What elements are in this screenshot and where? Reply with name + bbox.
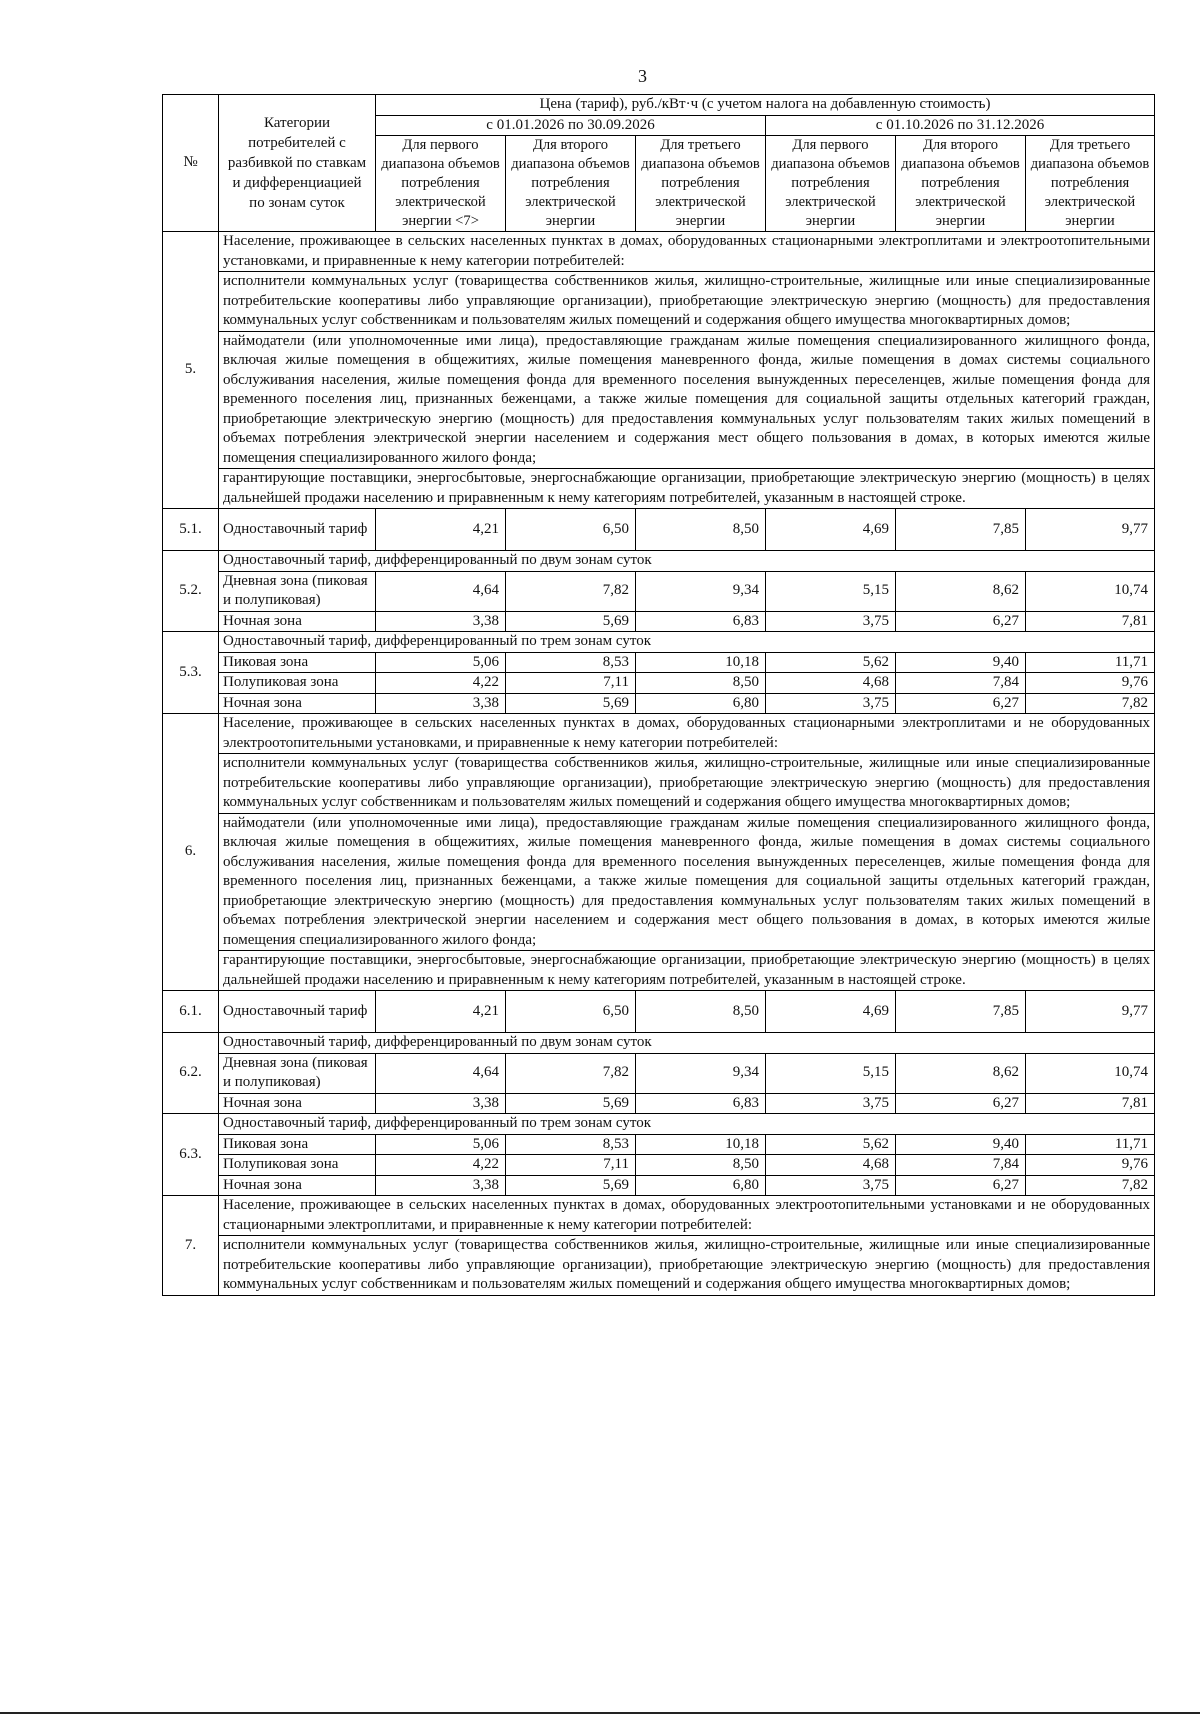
section-text: наймодатели (или уполномоченные ими лица), предоставляющие гражданам жилые помещения специализированного жилищного фонда, включая жилые помещения в общежитиях, жилые помещения маневренного фонда, жилые помещения в домах системы социального обслуживания населения, жилые помещения фонда для временного поселения вынужденных переселенцев, жилые помещения фонда для временного поселения лиц, признанных беженцами, а также жилые помещения для социальной защиты отдельных категорий граждан, приобретающие электрическую энергию (мощность) для предоставления коммунальных услуг пользователям таких жилых помещений в объемах потребления электрической энергии населением и содержания мест общего пользования в домах, в которых имеются жилые помещения специализированного жилого фонда; [219, 813, 1155, 951]
row-label: Ночная зона [219, 1175, 376, 1196]
cell-value: 3,75 [766, 693, 896, 714]
section-text: наймодатели (или уполномоченные ими лица), предоставляющие гражданам жилые помещения специализированного жилищного фонда, включая жилые помещения в общежитиях, жилые помещения маневренного фонда, жилые помещения в домах системы социального обслуживания населения, жилые помещения фонда для временного поселения вынужденных переселенцев, жилые помещения фонда для временного поселения лиц, признанных беженцами, а также жилые помещения для социальной защиты отдельных категорий граждан, приобретающие электрическую энергию (мощность) для предоставления коммунальных услуг пользователям таких жилых помещений в объемах потребления электрической энергии населением и содержания мест общего пользования в домах, в которых имеются жилые помещения специализированного жилого фонда; [219, 331, 1155, 469]
page-number: 3 [638, 66, 647, 86]
cell-value: 8,50 [636, 509, 766, 551]
cell-value: 4,68 [766, 1155, 896, 1176]
cell-value: 11,71 [1026, 652, 1155, 673]
table-row [163, 551, 1155, 572]
cell-value: 4,22 [376, 1155, 506, 1176]
row-label: Ночная зона [219, 1093, 376, 1114]
row-number: 6.3. [163, 1114, 219, 1196]
table-row [163, 509, 1155, 551]
cell-value: 7,82 [1026, 693, 1155, 714]
subsection-title: Одноставочный тариф, дифференцированный по двум зонам суток [219, 1033, 1155, 1054]
cell-value: 8,62 [896, 1053, 1026, 1093]
cell-value: 6,27 [896, 611, 1026, 632]
tariff-table [162, 94, 1155, 1296]
cell-value: 9,40 [896, 1134, 1026, 1155]
section-text: исполнители коммунальных услуг (товарищества собственников жилья, жилищно-строительные, жилищные или иные специализированные потребительские кооперативы либо управляющие организации), приобретающие электрическую энергию (мощность) для предоставления коммунальных услуг собственникам и пользователям жилых помещений и содержания общего имущества многоквартирных домов; [219, 1236, 1155, 1296]
table-row [163, 991, 1155, 1033]
table-row [163, 1114, 1155, 1135]
cell-value: 4,21 [376, 509, 506, 551]
cell-value: 8,53 [506, 652, 636, 673]
cell-value: 8,53 [506, 1134, 636, 1155]
row-label: Полупиковая зона [219, 1155, 376, 1176]
table-row [163, 1053, 1155, 1093]
section-7-row [163, 1196, 1155, 1236]
row-label: Ночная зона [219, 611, 376, 632]
table-row [163, 571, 1155, 611]
cell-value: 6,80 [636, 1175, 766, 1196]
cell-value: 3,75 [766, 1093, 896, 1114]
row-label: Дневная зона (пиковая и полупиковая) [219, 571, 376, 611]
cell-value: 10,18 [636, 652, 766, 673]
table-row [163, 1033, 1155, 1054]
table-row [163, 1175, 1155, 1196]
cell-value: 7,85 [896, 991, 1026, 1033]
row-number: 5.3. [163, 632, 219, 714]
cell-value: 7,85 [896, 509, 1026, 551]
cell-value: 8,50 [636, 991, 766, 1033]
cell-value: 4,21 [376, 991, 506, 1033]
cell-value: 6,27 [896, 1175, 1026, 1196]
cell-value: 3,38 [376, 693, 506, 714]
cell-value: 9,34 [636, 571, 766, 611]
row-number: 6.1. [163, 991, 219, 1033]
scan-edge-line [0, 1712, 1200, 1714]
cell-value: 7,82 [1026, 1175, 1155, 1196]
cell-value: 3,38 [376, 1093, 506, 1114]
cell-value: 4,64 [376, 1053, 506, 1093]
cell-value: 8,50 [636, 1155, 766, 1176]
section-number: 6. [163, 714, 219, 991]
header-col: Для первого диапазона объемов потребления электрической энергии [766, 136, 896, 232]
row-label: Пиковая зона [219, 1134, 376, 1155]
cell-value: 9,76 [1026, 673, 1155, 694]
cell-value: 5,69 [506, 1093, 636, 1114]
table-row [163, 652, 1155, 673]
cell-value: 10,74 [1026, 571, 1155, 611]
cell-value: 4,22 [376, 673, 506, 694]
subsection-title: Одноставочный тариф, дифференцированный по двум зонам суток [219, 551, 1155, 572]
section-text: Население, проживающее в сельских населенных пунктах в домах, оборудованных стационарными электроплитами и электроотопительными установками, и приравненные к нему категории потребителей: [219, 232, 1155, 272]
cell-value: 6,50 [506, 991, 636, 1033]
section-5-row [163, 232, 1155, 272]
header-col: Для третьего диапазона объемов потребления электрической энергии [636, 136, 766, 232]
cell-value: 4,69 [766, 509, 896, 551]
cell-value: 5,62 [766, 652, 896, 673]
row-number: 5.1. [163, 509, 219, 551]
section-text: гарантирующие поставщики, энергосбытовые, энергоснабжающие организации, приобретающие электрическую энергию (мощность) в целях дальнейшей продажи населению и приравненным к нему категориям потребителей, указанным в настоящей строке. [219, 951, 1155, 991]
section-text: исполнители коммунальных услуг (товарищества собственников жилья, жилищно-строительные, жилищные или иные специализированные потребительские кооперативы либо управляющие организации), приобретающие электрическую энергию (мощность) для предоставления коммунальных услуг собственникам и пользователям жилых помещений и содержания общего имущества многоквартирных домов; [219, 754, 1155, 814]
section-text: исполнители коммунальных услуг (товарищества собственников жилья, жилищно-строительные, жилищные или иные специализированные потребительские кооперативы либо управляющие организации), приобретающие электрическую энергию (мощность) для предоставления коммунальных услуг собственникам и пользователям жилых помещений и содержания общего имущества многоквартирных домов; [219, 272, 1155, 332]
cell-value: 7,82 [506, 571, 636, 611]
table-row [163, 632, 1155, 653]
row-number: 6.2. [163, 1033, 219, 1114]
table-row [163, 1155, 1155, 1176]
table-row [163, 1134, 1155, 1155]
cell-value: 5,62 [766, 1134, 896, 1155]
header-category: Категории потребителей с разбивкой по ставкам и дифференциацией по зонам суток [219, 95, 376, 232]
header-col: Для второго диапазона объемов потребления электрической энергии [896, 136, 1026, 232]
cell-value: 9,77 [1026, 509, 1155, 551]
cell-value: 10,18 [636, 1134, 766, 1155]
row-label: Полупиковая зона [219, 673, 376, 694]
table-row [163, 611, 1155, 632]
table-row [163, 673, 1155, 694]
cell-value: 7,11 [506, 673, 636, 694]
cell-value: 7,82 [506, 1053, 636, 1093]
cell-value: 6,83 [636, 611, 766, 632]
header-period-2: с 01.10.2026 по 31.12.2026 [766, 115, 1155, 136]
section-6-row [163, 714, 1155, 754]
table-row [163, 693, 1155, 714]
cell-value: 5,69 [506, 693, 636, 714]
cell-value: 5,06 [376, 1134, 506, 1155]
cell-value: 9,77 [1026, 991, 1155, 1033]
header-no: № [163, 95, 219, 232]
cell-value: 6,80 [636, 693, 766, 714]
header-period-1: с 01.01.2026 по 30.09.2026 [376, 115, 766, 136]
section-text: Население, проживающее в сельских населенных пунктах в домах, оборудованных электроотопительными установками и не оборудованных стационарными электроплитами, и приравненные к нему категории потребителей: [219, 1196, 1155, 1236]
cell-value: 6,27 [896, 1093, 1026, 1114]
cell-value: 9,34 [636, 1053, 766, 1093]
header-col: Для третьего диапазона объемов потребления электрической энергии [1026, 136, 1155, 232]
cell-value: 3,38 [376, 611, 506, 632]
cell-value: 4,64 [376, 571, 506, 611]
cell-value: 5,15 [766, 1053, 896, 1093]
subsection-title: Одноставочный тариф, дифференцированный по трем зонам суток [219, 1114, 1155, 1135]
cell-value: 7,84 [896, 1155, 1026, 1176]
cell-value: 4,68 [766, 673, 896, 694]
cell-value: 11,71 [1026, 1134, 1155, 1155]
cell-value: 5,69 [506, 1175, 636, 1196]
cell-value: 7,84 [896, 673, 1026, 694]
table-row [163, 1093, 1155, 1114]
cell-value: 8,62 [896, 571, 1026, 611]
row-number: 5.2. [163, 551, 219, 632]
cell-value: 8,50 [636, 673, 766, 694]
cell-value: 3,75 [766, 1175, 896, 1196]
cell-value: 10,74 [1026, 1053, 1155, 1093]
header-col: Для первого диапазона объемов потребления электрической энергии <7> [376, 136, 506, 232]
row-label: Ночная зона [219, 693, 376, 714]
cell-value: 3,75 [766, 611, 896, 632]
cell-value: 6,50 [506, 509, 636, 551]
section-number: 7. [163, 1196, 219, 1296]
section-text: Население, проживающее в сельских населенных пунктах в домах, оборудованных стационарными электроплитами и не оборудованных электроотопительными установками, и приравненные к нему категории потребителей: [219, 714, 1155, 754]
header-row-price [163, 95, 1155, 116]
subsection-title: Одноставочный тариф, дифференцированный по трем зонам суток [219, 632, 1155, 653]
row-label: Одноставочный тариф [219, 991, 376, 1033]
section-number: 5. [163, 232, 219, 509]
cell-value: 7,81 [1026, 611, 1155, 632]
section-text: гарантирующие поставщики, энергосбытовые, энергоснабжающие организации, приобретающие электрическую энергию (мощность) в целях дальнейшей продажи населению и приравненным к нему категориям потребителей, указанным в настоящей строке. [219, 469, 1155, 509]
cell-value: 9,40 [896, 652, 1026, 673]
cell-value: 7,81 [1026, 1093, 1155, 1114]
cell-value: 9,76 [1026, 1155, 1155, 1176]
cell-value: 7,11 [506, 1155, 636, 1176]
row-label: Пиковая зона [219, 652, 376, 673]
row-label: Одноставочный тариф [219, 509, 376, 551]
cell-value: 5,06 [376, 652, 506, 673]
row-label: Дневная зона (пиковая и полупиковая) [219, 1053, 376, 1093]
cell-value: 3,38 [376, 1175, 506, 1196]
cell-value: 5,15 [766, 571, 896, 611]
cell-value: 6,83 [636, 1093, 766, 1114]
header-col: Для второго диапазона объемов потребления электрической энергии [506, 136, 636, 232]
cell-value: 4,69 [766, 991, 896, 1033]
header-price: Цена (тариф), руб./кВт·ч (с учетом налога на добавленную стоимость) [376, 95, 1155, 116]
cell-value: 6,27 [896, 693, 1026, 714]
cell-value: 5,69 [506, 611, 636, 632]
